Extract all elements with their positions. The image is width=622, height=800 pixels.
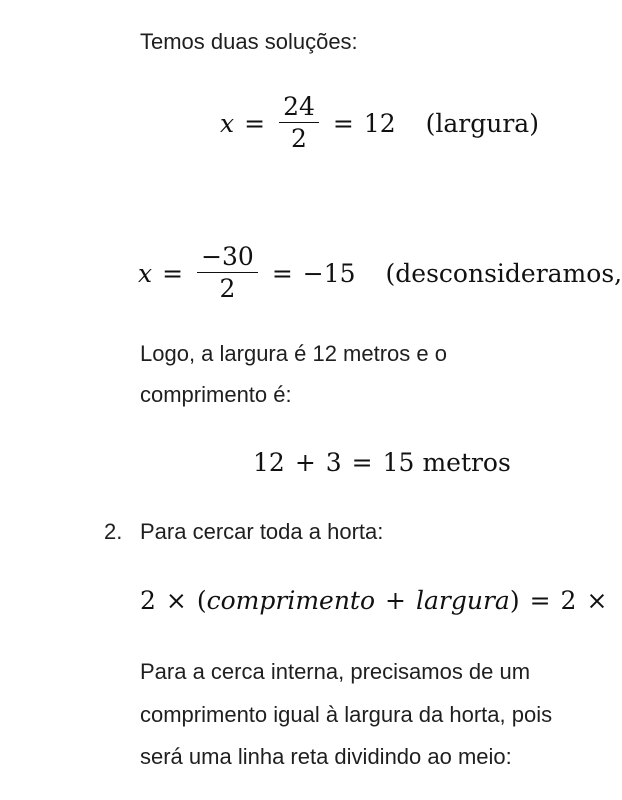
- unit-label: metros: [422, 448, 511, 477]
- variable-x: x: [220, 109, 235, 138]
- operand-a: 12: [253, 448, 285, 477]
- plus-sign: +: [385, 586, 406, 615]
- equals-sign: =: [271, 259, 293, 288]
- equation-perimeter: [140, 586, 617, 615]
- conclusion-line-1: Logo, a largura é 12 metros e o: [140, 341, 447, 366]
- equals-sign: =: [351, 448, 373, 477]
- list-number: 2.: [104, 519, 123, 544]
- result-value: 12: [363, 109, 396, 138]
- plus-sign: +: [294, 448, 316, 477]
- open-paren: (: [196, 586, 207, 615]
- inner-fence-line-1: Para a cerca interna, precisamos de um: [140, 659, 531, 684]
- result-value: 15: [382, 448, 415, 477]
- equals-sign: =: [244, 109, 266, 138]
- fraction-denominator: 2: [291, 124, 307, 153]
- equals-sign: =: [162, 259, 184, 288]
- coefficient: 2: [140, 586, 156, 615]
- variable-comprimento: comprimento: [206, 586, 376, 615]
- equation-solution-1: [220, 92, 539, 155]
- times-sign: ×: [586, 586, 608, 615]
- intro-text: Temos duas soluções:: [140, 29, 358, 54]
- close-paren: ): [509, 586, 520, 615]
- times-sign: ×: [165, 586, 187, 615]
- fraction-numerator: 24: [283, 92, 315, 121]
- step-2-text: Para cercar toda a horta:: [140, 519, 384, 544]
- inner-fence-line-3: será uma linha reta dividindo ao meio:: [140, 744, 512, 769]
- variable-largura: largura: [416, 586, 510, 615]
- result-value: −15: [302, 259, 356, 288]
- fraction-numerator: −30: [201, 242, 254, 271]
- fraction: [197, 242, 258, 305]
- equation-length: [253, 448, 511, 477]
- variable-x: x: [138, 259, 153, 288]
- equation-note: (largura): [425, 109, 539, 138]
- equation-note: (desconsideramos,: [385, 259, 622, 288]
- operand-b: 3: [325, 448, 342, 477]
- equation-solution-2: [138, 242, 622, 305]
- conclusion-line-2: comprimento é:: [140, 382, 292, 407]
- coefficient: 2: [560, 586, 577, 615]
- fraction: [279, 92, 319, 155]
- equals-sign: =: [529, 586, 551, 615]
- equals-sign: =: [332, 109, 354, 138]
- inner-fence-line-2: comprimento igual à largura da horta, pois: [140, 702, 553, 727]
- fraction-denominator: 2: [219, 274, 236, 303]
